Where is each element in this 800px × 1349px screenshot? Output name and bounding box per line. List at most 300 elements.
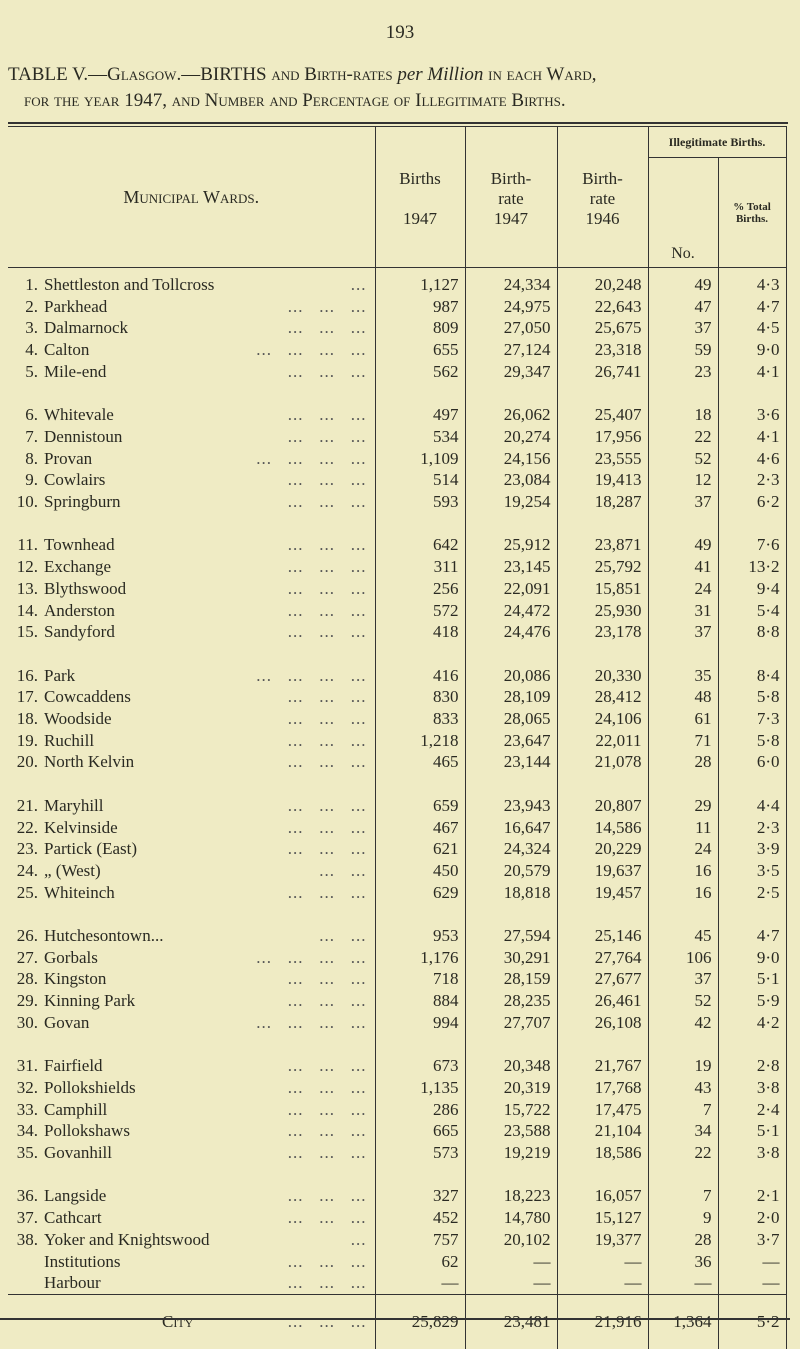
ward-number: 26. <box>16 926 38 946</box>
blank-cell <box>718 513 786 535</box>
cell-r47: 19,219 <box>465 1142 557 1164</box>
ward-name: Whiteinch <box>44 882 115 902</box>
cell-r46: 22,643 <box>557 296 648 318</box>
leader-dots: ... ... ... <box>287 969 367 989</box>
cell-births: 562 <box>375 361 465 383</box>
table-row <box>8 751 786 773</box>
cell-pct: 5·8 <box>718 686 786 708</box>
cell-births: 884 <box>375 990 465 1012</box>
cell-no: 16 <box>648 860 718 882</box>
blank-cell <box>718 383 786 405</box>
leader-dots: ... ... ... ... <box>256 1012 367 1032</box>
header-rate-1947 <box>465 127 557 268</box>
cell-no: 28 <box>648 751 718 773</box>
title-part: and Birth-rates <box>271 64 398 85</box>
cell-births: 1,127 <box>375 274 465 296</box>
table-row <box>8 968 786 990</box>
ward-number: 19. <box>16 730 38 750</box>
ward-name: Yoker and Knightswood <box>44 1229 210 1249</box>
cell-births: 1,176 <box>375 947 465 969</box>
cell-no: 22 <box>648 1142 718 1164</box>
header-label: Birth- <box>582 169 623 188</box>
cell-r46: 17,475 <box>557 1099 648 1121</box>
leader-dots: ... ... ... <box>287 492 367 512</box>
title-part: —BIRTHS <box>181 64 272 85</box>
blank-cell <box>8 1034 375 1056</box>
cell-pct: 9·4 <box>718 578 786 600</box>
cell-no: 37 <box>648 317 718 339</box>
cell-births: 286 <box>375 1099 465 1121</box>
cell-r46: 19,377 <box>557 1229 648 1251</box>
table-row <box>8 578 786 600</box>
ward-number: 25. <box>16 882 38 902</box>
leader-dots: ... ... ... <box>287 1251 367 1271</box>
cell-r46: 21,104 <box>557 1120 648 1142</box>
cell-pct: 5·4 <box>718 600 786 622</box>
blank-row <box>8 383 786 405</box>
header-year: 1947 <box>494 209 528 228</box>
table-row <box>8 795 786 817</box>
cell-pct: 8·4 <box>718 665 786 687</box>
ward-name: Fairfield <box>44 1056 103 1076</box>
ward-name: Calton <box>44 340 90 360</box>
ward-cell <box>8 686 375 708</box>
cell-r46: 19,637 <box>557 860 648 882</box>
ward-name: Govan <box>44 1012 90 1032</box>
cell-r46: 26,108 <box>557 1012 648 1034</box>
cell-r46: — <box>557 1272 648 1294</box>
ward-cell <box>8 947 375 969</box>
table-row <box>8 1077 786 1099</box>
cell-r46: 15,851 <box>557 578 648 600</box>
ward-number: 11. <box>17 535 38 555</box>
ward-cell <box>8 317 375 339</box>
cell-pct: 6·0 <box>718 751 786 773</box>
leader-dots: ... ... ... <box>287 535 367 555</box>
blank-cell <box>465 1034 557 1056</box>
title-line-2: for the year 1947, and Number and Percentage of Illegitimate Births. <box>24 90 566 111</box>
cell-r46: 25,792 <box>557 556 648 578</box>
table-row <box>8 925 786 947</box>
table-row <box>8 274 786 296</box>
ward-name: Partick (East) <box>44 839 137 859</box>
leader-dots: ... ... ... <box>287 318 367 338</box>
ward-name: Pollokshaws <box>44 1121 130 1141</box>
ward-number: 20. <box>16 752 38 772</box>
cell-r46: 17,768 <box>557 1077 648 1099</box>
leader-dots: ... ... ... <box>287 578 367 598</box>
ward-cell <box>8 404 375 426</box>
blank-cell <box>648 903 718 925</box>
ward-name: Woodside <box>44 709 112 729</box>
cell-pct: 2·0 <box>718 1207 786 1229</box>
ward-cell <box>8 925 375 947</box>
ward-cell <box>8 556 375 578</box>
leader-dots: ... ... <box>319 926 367 946</box>
leader-dots: ... ... ... <box>287 470 367 490</box>
title-part: TABLE V.— <box>8 64 108 85</box>
leader-dots: ... ... ... ... <box>256 665 367 685</box>
cell-pct: 2·5 <box>718 882 786 904</box>
leader-dots: ... ... ... <box>287 1121 367 1141</box>
ward-name: North Kelvin <box>44 752 135 772</box>
ward-cell <box>8 1142 375 1164</box>
blank-cell <box>557 903 648 925</box>
cell-r46: 19,457 <box>557 882 648 904</box>
cell-no: 18 <box>648 404 718 426</box>
leader-dots: ... ... ... <box>287 687 367 707</box>
cell-no: 19 <box>648 1055 718 1077</box>
cell-births: 987 <box>375 296 465 318</box>
cell-births: 757 <box>375 1229 465 1251</box>
ward-number: 27. <box>16 947 38 967</box>
cell-r46: 18,586 <box>557 1142 648 1164</box>
blank-cell <box>718 1034 786 1056</box>
cell-r47: 24,472 <box>465 600 557 622</box>
cell-births: 534 <box>375 426 465 448</box>
cell-pct: 3·8 <box>718 1142 786 1164</box>
ward-number: 21. <box>16 795 38 815</box>
blank-cell <box>718 643 786 665</box>
cell-no: 49 <box>648 534 718 556</box>
table-row <box>8 838 786 860</box>
cell-pct: 4·7 <box>718 296 786 318</box>
table-row <box>8 361 786 383</box>
cell-pct: 2·1 <box>718 1185 786 1207</box>
ward-name: Springburn <box>44 492 121 512</box>
ward-number: 28. <box>16 969 38 989</box>
cell-pct: 4·5 <box>718 317 786 339</box>
cell-r46: 23,178 <box>557 621 648 643</box>
cell-r47: 18,818 <box>465 882 557 904</box>
cell-r46: — <box>557 1251 648 1273</box>
header-illegitimate: Illegitimate Births. <box>648 127 786 158</box>
births-table <box>8 126 787 1349</box>
leader-dots: ... ... ... <box>287 795 367 815</box>
table-row <box>8 556 786 578</box>
cell-r47: 14,780 <box>465 1207 557 1229</box>
cell-r46: 16,057 <box>557 1185 648 1207</box>
table-row <box>8 817 786 839</box>
blank-cell <box>557 1034 648 1056</box>
cell-pct: 5·1 <box>718 1120 786 1142</box>
cell-r47: 24,324 <box>465 838 557 860</box>
table-row <box>8 1272 786 1294</box>
blank-cell <box>465 1164 557 1186</box>
blank-cell <box>375 643 465 665</box>
ward-cell <box>8 665 375 687</box>
ward-name: Sandyford <box>44 622 115 642</box>
cell-pct: 6·2 <box>718 491 786 513</box>
cell-no: 31 <box>648 600 718 622</box>
blank-cell <box>557 773 648 795</box>
ward-name: Cowlairs <box>44 470 106 490</box>
cell-r47: 23,145 <box>465 556 557 578</box>
cell-r47: 20,102 <box>465 1229 557 1251</box>
cell-no: 34 <box>648 1120 718 1142</box>
cell-no: 37 <box>648 491 718 513</box>
cell-no: 28 <box>648 1229 718 1251</box>
blank-cell <box>465 383 557 405</box>
blank-cell <box>375 903 465 925</box>
blank-cell <box>375 773 465 795</box>
leader-dots: ... ... ... ... <box>256 340 367 360</box>
leader-dots: ... ... ... ... <box>256 448 367 468</box>
title-part: Glasgow. <box>107 64 182 85</box>
cell-r46: 14,586 <box>557 817 648 839</box>
cell-r47: 24,334 <box>465 274 557 296</box>
cell-no: 16 <box>648 882 718 904</box>
cell-pct: 4·4 <box>718 795 786 817</box>
leader-dots: ... ... ... <box>287 1056 367 1076</box>
cell-births: 665 <box>375 1120 465 1142</box>
cell-pct: 4·2 <box>718 1012 786 1034</box>
blank-cell <box>648 773 718 795</box>
cell-births: 450 <box>375 860 465 882</box>
cell-births: 673 <box>375 1055 465 1077</box>
cell-pct: 13·2 <box>718 556 786 578</box>
cell-births: 809 <box>375 317 465 339</box>
cell-births: 718 <box>375 968 465 990</box>
ward-name: Provan <box>44 448 93 468</box>
cell-r46: 20,229 <box>557 838 648 860</box>
ward-cell <box>8 621 375 643</box>
leader-dots: ... ... ... <box>287 817 367 837</box>
leader-dots: ... ... ... <box>287 1311 367 1331</box>
blank-row <box>8 1034 786 1056</box>
cell-births: 452 <box>375 1207 465 1229</box>
cell-no: 52 <box>648 990 718 1012</box>
cell-no: 29 <box>648 795 718 817</box>
cell-pct: 2·3 <box>718 817 786 839</box>
cell-births: 311 <box>375 556 465 578</box>
ward-name: Ruchill <box>44 730 95 750</box>
ward-name: Cowcaddens <box>44 687 131 707</box>
cell-r47: 23,481 <box>465 1294 557 1349</box>
cell-pct: 4·7 <box>718 925 786 947</box>
ward-number: 12. <box>16 557 38 577</box>
cell-pct: — <box>718 1272 786 1294</box>
cell-births: 572 <box>375 600 465 622</box>
ward-cell <box>8 600 375 622</box>
cell-r47: 28,065 <box>465 708 557 730</box>
cell-r47: 26,062 <box>465 404 557 426</box>
table-row <box>8 600 786 622</box>
table-row <box>8 1207 786 1229</box>
table-row <box>8 469 786 491</box>
cell-no: 37 <box>648 968 718 990</box>
blank-cell <box>718 903 786 925</box>
cell-pct: 5·1 <box>718 968 786 990</box>
ward-name: Blythswood <box>44 578 127 598</box>
cell-births: 1,218 <box>375 730 465 752</box>
ward-number: 14. <box>16 600 38 620</box>
cell-no: 7 <box>648 1099 718 1121</box>
table-row <box>8 708 786 730</box>
ward-name: Kelvinside <box>44 817 118 837</box>
cell-no: 9 <box>648 1207 718 1229</box>
ward-name: „ (West) <box>44 860 101 880</box>
cell-no: 52 <box>648 448 718 470</box>
blank-row <box>8 773 786 795</box>
cell-births: 497 <box>375 404 465 426</box>
ward-cell <box>8 990 375 1012</box>
blank-cell <box>375 1034 465 1056</box>
leader-dots: ... ... ... <box>287 1208 367 1228</box>
leader-dots: ... ... ... <box>287 991 367 1011</box>
cell-r46: 27,677 <box>557 968 648 990</box>
cell-r47: 15,722 <box>465 1099 557 1121</box>
header-year: 1946 <box>585 209 620 228</box>
cell-no: 24 <box>648 838 718 860</box>
table-row <box>8 1229 786 1251</box>
ward-number: 24. <box>16 860 38 880</box>
cell-r47: 20,579 <box>465 860 557 882</box>
bottom-rule <box>0 1318 790 1320</box>
table-row <box>8 491 786 513</box>
ward-number: 1. <box>25 275 38 294</box>
ward-number: 38. <box>16 1229 38 1249</box>
ward-number: 18. <box>16 709 38 729</box>
table-title <box>8 62 798 114</box>
cell-no: 37 <box>648 621 718 643</box>
table-row <box>8 882 786 904</box>
cell-r46: 22,011 <box>557 730 648 752</box>
cell-r46: 25,675 <box>557 317 648 339</box>
ward-cell <box>8 817 375 839</box>
ward-name: Harbour <box>44 1273 101 1293</box>
header-rate-1946 <box>557 127 648 268</box>
cell-births: 418 <box>375 621 465 643</box>
cell-r47: 23,588 <box>465 1120 557 1142</box>
ward-number: 37. <box>16 1208 38 1228</box>
table-row <box>8 1099 786 1121</box>
ward-cell <box>8 1229 375 1251</box>
cell-births: 953 <box>375 925 465 947</box>
ward-number: 35. <box>16 1143 38 1163</box>
ward-number: 9. <box>25 470 38 490</box>
title-part: per Million <box>397 64 484 85</box>
header-no: No. <box>648 158 718 268</box>
ward-cell <box>8 448 375 470</box>
cell-pct: 3·7 <box>718 1229 786 1251</box>
blank-cell <box>8 513 375 535</box>
ward-name: Dalmarnock <box>44 318 129 338</box>
table-row <box>8 621 786 643</box>
leader-dots: ... ... ... <box>287 1273 367 1293</box>
table-row <box>8 665 786 687</box>
table-row <box>8 317 786 339</box>
blank-cell <box>375 513 465 535</box>
table-row <box>8 686 786 708</box>
cell-no: 48 <box>648 686 718 708</box>
ward-name: Camphill <box>44 1099 108 1119</box>
cell-r47: 27,050 <box>465 317 557 339</box>
ward-cell <box>8 296 375 318</box>
ward-name: Kingston <box>44 969 107 989</box>
table-row <box>8 1251 786 1273</box>
city-total-row <box>8 1294 786 1349</box>
cell-births: 514 <box>375 469 465 491</box>
blank-cell <box>8 383 375 405</box>
ward-cell <box>8 469 375 491</box>
cell-births: 593 <box>375 491 465 513</box>
cell-pct: 3·6 <box>718 404 786 426</box>
table-row <box>8 1120 786 1142</box>
city-label: City <box>162 1311 194 1331</box>
cell-births: 833 <box>375 708 465 730</box>
cell-r46: 23,318 <box>557 339 648 361</box>
leader-dots: ... ... ... <box>287 752 367 772</box>
cell-pct: 3·9 <box>718 838 786 860</box>
cell-r46: 25,407 <box>557 404 648 426</box>
cell-pct: 5·8 <box>718 730 786 752</box>
cell-births: 467 <box>375 817 465 839</box>
cell-r46: 20,248 <box>557 274 648 296</box>
cell-no: 7 <box>648 1185 718 1207</box>
header-births-year: 1947 <box>403 209 437 228</box>
cell-no: 23 <box>648 361 718 383</box>
blank-cell <box>557 1164 648 1186</box>
leader-dots: ... ... ... <box>287 709 367 729</box>
cell-births: 659 <box>375 795 465 817</box>
table-row <box>8 339 786 361</box>
cell-no: 106 <box>648 947 718 969</box>
ward-number: 8. <box>25 448 38 468</box>
leader-dots: ... <box>350 1229 367 1249</box>
ward-number: 4. <box>25 340 38 360</box>
ward-name: Kinning Park <box>44 991 136 1011</box>
cell-r46: 20,807 <box>557 795 648 817</box>
ward-cell <box>8 426 375 448</box>
cell-r46: 20,330 <box>557 665 648 687</box>
cell-no: 49 <box>648 274 718 296</box>
header-label: rate <box>498 189 524 208</box>
ward-cell <box>8 795 375 817</box>
cell-pct: 2·4 <box>718 1099 786 1121</box>
cell-no: 42 <box>648 1012 718 1034</box>
ward-name: Parkhead <box>44 296 108 316</box>
cell-r47: — <box>465 1272 557 1294</box>
cell-no: 61 <box>648 708 718 730</box>
cell-births: 994 <box>375 1012 465 1034</box>
cell-r46: 19,413 <box>557 469 648 491</box>
ward-number: 36. <box>16 1186 38 1206</box>
cell-r46: 28,412 <box>557 686 648 708</box>
cell-births: 416 <box>375 665 465 687</box>
cell-no: 12 <box>648 469 718 491</box>
cell-no: 36 <box>648 1251 718 1273</box>
ward-cell <box>8 751 375 773</box>
title-part: in each Ward, <box>483 64 597 85</box>
blank-cell <box>8 773 375 795</box>
cell-pct: 5·2 <box>718 1294 786 1349</box>
header-births <box>375 127 465 268</box>
cell-r46: 26,461 <box>557 990 648 1012</box>
ward-number: 10. <box>16 492 38 512</box>
cell-r46: 26,741 <box>557 361 648 383</box>
cell-r46: 25,146 <box>557 925 648 947</box>
cell-births: 256 <box>375 578 465 600</box>
cell-r47: 23,647 <box>465 730 557 752</box>
ward-cell <box>8 1077 375 1099</box>
blank-cell <box>8 643 375 665</box>
blank-cell <box>648 1164 718 1186</box>
ward-number: 13. <box>16 578 38 598</box>
table-row <box>8 448 786 470</box>
leader-dots: ... ... ... <box>287 557 367 577</box>
ward-name: Exchange <box>44 557 112 577</box>
